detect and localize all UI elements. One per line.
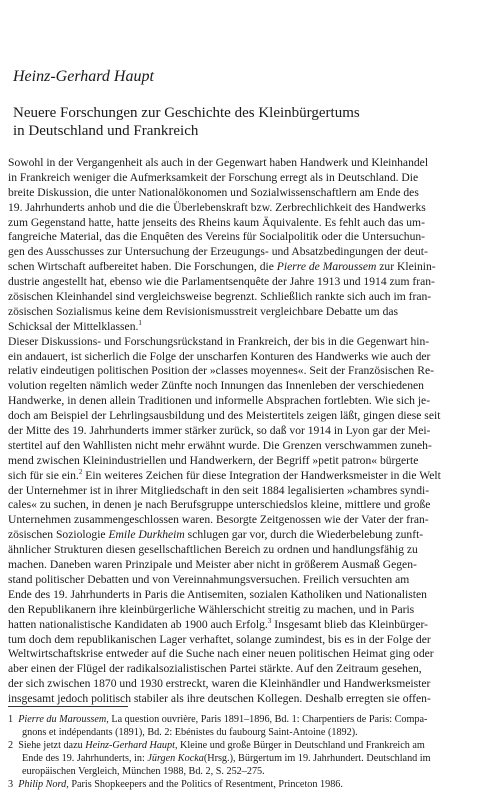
text-line: zösischen Soziologie Emile Durkheim schlugen gar vor, durch die Wiederbelebung zunft- <box>8 528 424 542</box>
footnotes <box>8 713 493 792</box>
text-line: breite Diskussion, die unter Nationalökonomen und Sozialwissenschaftlern am Ende des <box>8 185 419 199</box>
text-line: ähnlicher Strukturen diesen gesellschaftlichen Bereich zu ordnen und handlungsfähig zu <box>8 543 418 557</box>
text-line: Ende des 19. Jahrhunderts in Paris die Antisemiten, sozialen Katholiken und Nationalisten <box>8 587 427 601</box>
text-line: der Unternehmer ist in ihrer Mitgliedschaft in den seit 1884 legalisierten »chambres syndi- <box>8 483 430 497</box>
footnote-ref: 2 <box>78 467 83 476</box>
author-name: Heinz-Gerhard Haupt <box>13 68 154 85</box>
footnote-continuation: gnons et indépendants (1891), Bd. 2: Ebénistes du faubourg Saint-Antoine (1892). <box>22 727 358 739</box>
text-line: tum doch dem republikanischen Lager verhaftet, solange zumindest, bis es in der Folge der <box>8 632 431 646</box>
text-line: der sich zwischen 1870 und 1930 erstreckt, waren die Kleinhändler und Handwerksmeister <box>8 677 431 691</box>
text-line: 19. Jahrhunderts anhob und die die Überlebenskraft bzw. Zerbrechlichkeit des Handwerks <box>8 200 426 214</box>
text-line: aber einen der Flügel der radikalsozialistischen Partei stärkte. Auf den Zeitraum gesehen, <box>8 662 422 676</box>
footnote-continuation: europäischen Vergleich, München 1988, Bd. 2, S. 252–275. <box>22 766 265 778</box>
text-line: schen Wirtschaft aufbereitet haben. Die Forschungen, die Pierre de Maroussem zur Kleinin- <box>8 260 436 274</box>
text-line: in Frankreich weniger die Aufmerksamkeit der Forschung erregt als in Deutschland. Die <box>8 170 419 184</box>
title-line: in Deutschland und Frankreich <box>13 123 199 139</box>
text-line: mend zwischen Kleinindustriellen und Handwerkern, der Begriff »petit patron« bürgerte <box>8 453 419 467</box>
person-name: Pierre de Maroussem <box>276 260 377 274</box>
text-line: Dieser Diskussions- und Forschungsrückstand in Frankreich, der bis in die Gegenwart hin- <box>8 334 430 348</box>
text-line: doch am Beispiel der Lehrlingsausbildung und des Meistertitels zeigen läßt, gingen diese seit <box>8 409 441 423</box>
text-line: gen des Ausschusses zur Untersuchung der Erzeugungs- und Absatzbedingungen der deut- <box>8 245 428 259</box>
person-name: Emile Durkheim <box>108 528 185 542</box>
text-line: zum Gegenstand hatte, hatte jenseits des Rheins kaum Äquivalente. Es fehlt auch das um- <box>8 215 425 229</box>
text-line: stand politischer Debatten und von Vereinnahmungsversuchen. Freilich versuchten am <box>8 572 410 586</box>
text-line: insgesamt jedoch politisch stabiler als ihre deutschen Kollegen. Deshalb erregten sie offen- <box>8 692 431 706</box>
text-line: zösischen Sozialismus keine dem Revisionismusstreit vergleichbare Debatte um das <box>8 304 399 318</box>
text-line: cales« zu suchen, in denen je nach Berufsgruppe unterschiedslos kleine, mittlere und große <box>8 498 431 512</box>
text-line: Handwerke, in denen allein Traditionen und informelle Absprachen fortlebten. Wie sich je- <box>8 394 431 408</box>
footnote-divider <box>8 706 128 707</box>
text-line: den Republikanern ihre kleinbürgerliche Wählerschicht streitig zu machen, und in Paris <box>8 602 415 616</box>
text-line: relativ eindeutigen politischen Position der »classes moyennes«. Seit der Französischen Re- <box>8 364 434 378</box>
title-line: Neuere Forschungen zur Geschichte des Kleinbürgertums <box>13 105 360 121</box>
text-line: sich für sie ein.$^2$ Ein weiteres Zeichen für diese Integration der Handwerksmeister in die Welt <box>8 467 441 482</box>
text-line: der Mitte des 19. Jahrhunderts immer stärker zurück, so daß vor 1914 in Lyon gar der Mei- <box>8 424 431 438</box>
text-line: hatten nationalistische Kandidaten ab 1900 auch Erfolg.$^3$ Insgesamt blieb das Kleinbürger- <box>8 616 428 631</box>
text-line: Unternehmen zusammengeschlossen waren. Besorgte Zeitgenossen wie der Vater der fran- <box>8 513 429 527</box>
text-line: Weltwirtschaftskrise entweder auf die Suche nach einer neuen politischen Heimat ging oder <box>8 647 434 661</box>
text-line: dustrie angestellt hat, ebenso wie die Parlamentsenquête der Jahre 1913 und 1914 zum fran- <box>8 275 435 289</box>
footnote: 1 Pierre du Maroussem, La question ouvrière, Paris 1891–1896, Bd. 1: Charpentiers de Paris: Compa- <box>8 714 428 725</box>
text-line: zösischen Kleinhandel sind vergleichsweise begrenzt. Schließlich rankte sich auch im fran- <box>8 290 432 304</box>
footnote-ref: 3 <box>267 616 272 625</box>
footnote-ref: 1 <box>138 318 142 327</box>
text-line: ein andauert, ist sicherlich die Folge der unscharfen Konturen des Handwerks wie auch der <box>8 349 431 363</box>
footnote-continuation: Ende des 19. Jahrhunderts, in: Jürgen Kocka(Hrsg.), Bürgertum im 19. Jahrhundert. Deutschland im <box>22 753 431 765</box>
body-text <box>8 156 493 707</box>
text-line: volution regelten nämlich weder Zünfte noch Innungen das Innenleben der verschiedenen <box>8 379 424 393</box>
text-line: stertitel auf den Wahllisten nicht mehr erwähnt wurde. Die Grenzen verschwammen zuneh- <box>8 438 432 452</box>
text-line: Sowohl in der Vergangenheit als auch in der Gegenwart haben Handwerk und Kleinhandel <box>8 156 429 169</box>
text-line: fangreiche Material, das die Enquêten des Vereins für Socialpolitik oder die Untersuchun- <box>8 230 426 244</box>
footnote: 2 Siehe jetzt dazu Heinz-Gerhard Haupt, Kleine und große Bürger in Deutschland und Frankreich am <box>8 740 425 752</box>
text-line: Schicksal der Mittelklassen.$^1$ <box>8 318 142 333</box>
article-title <box>13 104 483 140</box>
footnote: 3 Philip Nord, Paris Shopkeepers and the Politics of Resentment, Princeton 1986. <box>8 779 343 791</box>
text-line: machen. Daneben waren Prinzipale und Meister aber nicht in größerem Ausmaß Gegen- <box>8 558 417 572</box>
